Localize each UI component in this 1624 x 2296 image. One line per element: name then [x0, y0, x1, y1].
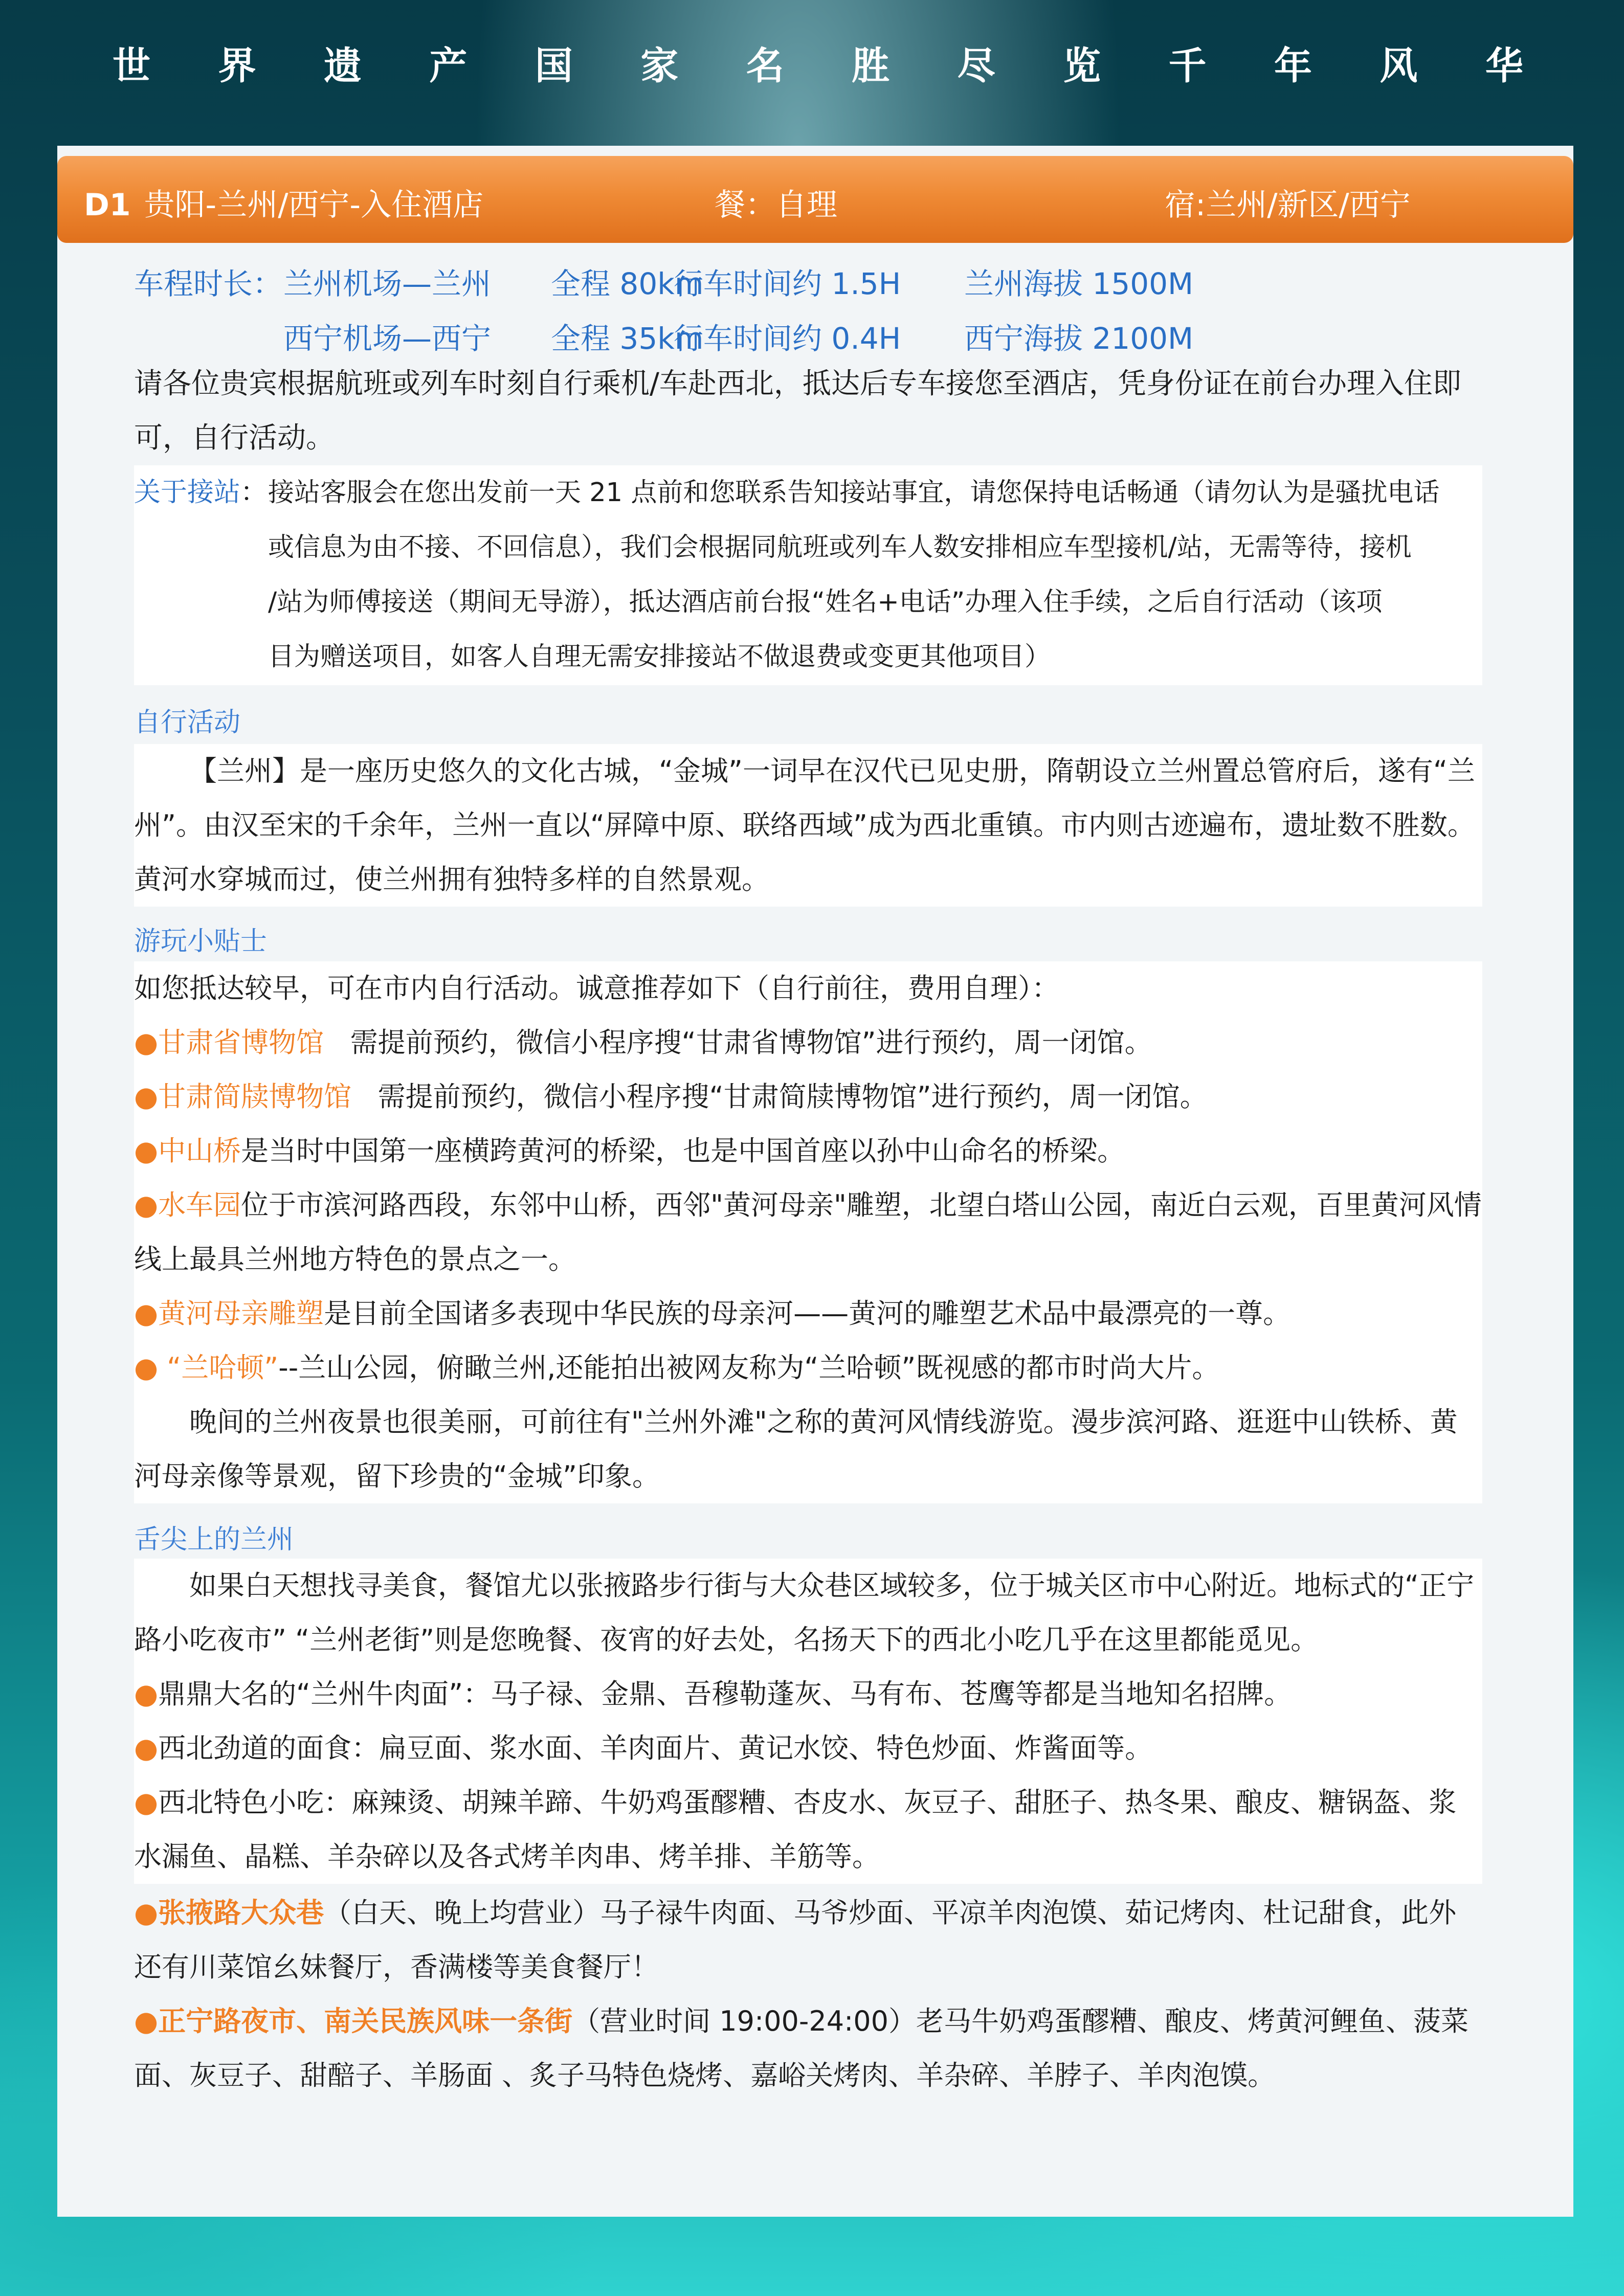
tip-item	[134, 1287, 1482, 1341]
tip-item	[134, 1178, 1482, 1287]
tip-text: --兰山公园，俯瞰兰州,还能拍出被网友称为“兰哈顿”既视感的都市时尚大片。	[278, 1352, 1220, 1384]
tagline-char: 界	[218, 44, 257, 88]
bullet-icon: ●	[134, 1786, 159, 1818]
pickup-line: 目为赠送项目，如客人自理无需安排接站不做退费或变更其他项目）	[268, 642, 1051, 672]
tips-night: 晚间的兰州夜景也很美丽，可前往有"兰州外滩"之称的黄河风情线游览。漫步滨河路、逛逛中山铁桥、黄河母亲像等景观，留下珍贵的“金城”印象。	[134, 1395, 1482, 1503]
top-banner	[0, 0, 1624, 146]
drive-route-1: 兰州机场—兰州	[283, 266, 492, 301]
bullet-icon: ●	[134, 1678, 159, 1710]
day-header	[57, 156, 1573, 243]
tip-text: 需提前预约，微信小程序搜“甘肃简牍博物馆”进行预约，周一闭馆。	[351, 1081, 1208, 1113]
tip-name: 甘肃简牍博物馆	[158, 1081, 352, 1113]
day-code: D1	[84, 187, 131, 223]
tagline-char: 尽	[957, 44, 996, 88]
food-intro: 如果白天想找寻美食，餐馆尤以张掖路步行街与大众巷区域较多，位于城关区市中心附近。地标式的“正宁路小吃夜市” “兰州老街”则是您晚餐、夜宵的好去处，名扬天下的西北小吃几乎在这里都能觅见。	[134, 1559, 1482, 1667]
tagline-char: 胜	[852, 44, 891, 88]
drive-route-2: 西宁机场—西宁	[283, 321, 492, 356]
tip-item	[134, 1016, 1482, 1070]
drive-distance-2: 全程 35km	[551, 321, 704, 356]
tip-name: 中山桥	[158, 1135, 241, 1167]
day-route	[84, 181, 483, 224]
tip-item	[134, 1070, 1482, 1124]
bullet-icon: ●	[134, 1732, 159, 1764]
drive-altitude-2: 西宁海拔 2100M	[964, 321, 1194, 356]
pickup-colon: ：	[240, 477, 268, 508]
tagline-char: 遗	[323, 44, 363, 88]
tip-name: 水车园	[158, 1189, 241, 1221]
pickup-line: 或信息为由不接、不回信息），我们会根据同航班或列车人数安排相应车型接机/站，无需等待，接机	[268, 532, 1412, 562]
tagline-char: 风	[1380, 44, 1419, 88]
tip-text: 是当时中国第一座横跨黄河的桥梁，也是中国首座以孙中山命名的桥梁。	[241, 1135, 1125, 1167]
tagline-char: 览	[1063, 44, 1102, 88]
pickup-heading	[134, 465, 267, 520]
pickup-line: /站为师傅接送（期间无导游），抵达酒店前台报“姓名+电话”办理入住手续，之后自行活动（该项	[268, 587, 1383, 617]
free-label: 自行活动	[134, 707, 241, 738]
pickup-line: 接站客服会在您出发前一天 21 点前和您联系告知接站事宜，请您保持电话畅通（请勿认为是骚扰电话	[268, 478, 1440, 508]
tip-text: 需提前预约，微信小程序搜“甘肃省博物馆”进行预约，周一闭馆。	[324, 1026, 1152, 1059]
intro-text: 请各位贵宾根据航班或列车时刻自行乘机/车赴西北，抵达后专车接您至酒店，凭身份证在前台办理入住即可，自行活动。	[134, 367, 1461, 455]
tip-item	[134, 1124, 1482, 1178]
bullet-icon: ●	[134, 1352, 167, 1384]
banner-tagline	[113, 36, 1524, 90]
street-name: 张掖路大众巷	[158, 1897, 324, 1929]
drive-label: 车程时长：	[134, 266, 283, 301]
food-street	[134, 1886, 1482, 1994]
food-item	[134, 1721, 1482, 1775]
pickup-text	[268, 465, 1482, 684]
tip-name: 甘肃省博物馆	[158, 1026, 324, 1059]
bullet-icon: ●	[134, 1189, 159, 1221]
bullet-icon: ●	[134, 2005, 159, 2037]
tip-name: 黄河母亲雕塑	[158, 1297, 324, 1330]
drive-altitude-1: 兰州海拔 1500M	[964, 266, 1194, 301]
day-stay: 宿:兰州/新区/西宁	[1165, 187, 1411, 223]
drive-distance-1: 全程 80km	[551, 266, 704, 301]
food-item	[134, 1667, 1482, 1721]
food-item-text: 西北劲道的面食：扁豆面、浆水面、羊肉面片、黄记水饺、特色炒面、炸酱面等。	[158, 1732, 1153, 1764]
pickup-label: 关于接站	[134, 477, 241, 508]
tip-text: 是目前全国诸多表现中华民族的母亲河——黄河的雕塑艺术品中最漂亮的一尊。	[324, 1297, 1291, 1330]
tagline-char: 千	[1168, 44, 1208, 88]
street-text: （白天、晚上均营业）马子禄牛肉面、马爷炒面、平凉羊肉泡馍、茹记烤肉、杜记甜食，此外还有川菜馆幺妹餐厅，香满楼等美食餐厅！	[134, 1897, 1457, 1983]
tips-intro: 如您抵达较早，可在市内自行活动。诚意推荐如下（自行前往，费用自理）：	[134, 961, 1482, 1016]
bullet-icon: ●	[134, 1135, 159, 1167]
tip-item	[134, 1341, 1482, 1395]
tagline-char: 国	[535, 44, 574, 88]
food-item	[134, 1775, 1482, 1884]
pickup-block	[134, 465, 1482, 685]
tagline-char: 华	[1485, 44, 1524, 88]
food-item-text: 鼎鼎大名的“兰州牛肉面”：马子禄、金鼎、吾穆勒蓬灰、马有布、苍鹰等都是当地知名招牌。	[158, 1678, 1292, 1710]
food-item-text: 西北特色小吃：麻辣烫、胡辣羊蹄、牛奶鸡蛋醪糟、杏皮水、灰豆子、甜胚子、热冬果、酿皮、糖锅盔、浆水漏鱼、晶糕、羊杂碎以及各式烤羊肉串、烤羊排、羊筋等。	[134, 1786, 1457, 1873]
tagline-char: 世	[113, 44, 151, 88]
drive-time-1: 行车时间约 1.5H	[674, 266, 901, 301]
tips-label: 游玩小贴士	[134, 926, 268, 957]
bullet-icon: ●	[134, 1897, 159, 1929]
street-text: （营业时间 19:00-24:00）老马牛奶鸡蛋醪糟、酿皮、烤黄河鲤鱼、菠菜面、灰豆子、甜醅子、羊肠面 、炙子马特色烧烤、嘉峪关烤肉、羊杂碎、羊脖子、羊肉泡馍。	[134, 2005, 1469, 2091]
tip-name: “兰哈顿”	[167, 1352, 279, 1384]
drive-row-1	[134, 260, 282, 303]
day-meal: 餐：自理	[715, 187, 837, 223]
free-text: 【兰州】是一座历史悠久的文化古城，“金城”一词早在汉代已见史册，隋朝设立兰州置总管府后，遂有“兰州”。由汉至宋的千余年，兰州一直以“屏障中原、联络西域”成为西北重镇。市内则古迹遍布，遗址数不胜数。黄河水穿城而过，使兰州拥有独特多样的自然景观。	[134, 744, 1482, 907]
tagline-char: 产	[429, 44, 469, 88]
day-route-text: 贵阳-兰州/西宁-入住酒店	[144, 187, 484, 223]
tip-text: 位于市滨河路西段，东邻中山桥，西邻"黄河母亲"雕塑，北望白塔山公园，南近白云观，百里黄河风情线上最具兰州地方特色的景点之一。	[134, 1189, 1482, 1275]
tagline-char: 年	[1274, 44, 1313, 88]
tagline-char: 名	[746, 44, 785, 88]
tagline-char: 家	[640, 44, 680, 88]
bullet-icon: ●	[134, 1297, 159, 1330]
bullet-icon: ●	[134, 1026, 159, 1059]
street-name: 正宁路夜市、南关民族风味一条街	[158, 2005, 573, 2037]
drive-time-2: 行车时间约 0.4H	[674, 321, 901, 356]
food-street	[134, 1994, 1482, 2103]
bullet-icon: ●	[134, 1081, 159, 1113]
food-label: 舌尖上的兰州	[134, 1524, 294, 1555]
